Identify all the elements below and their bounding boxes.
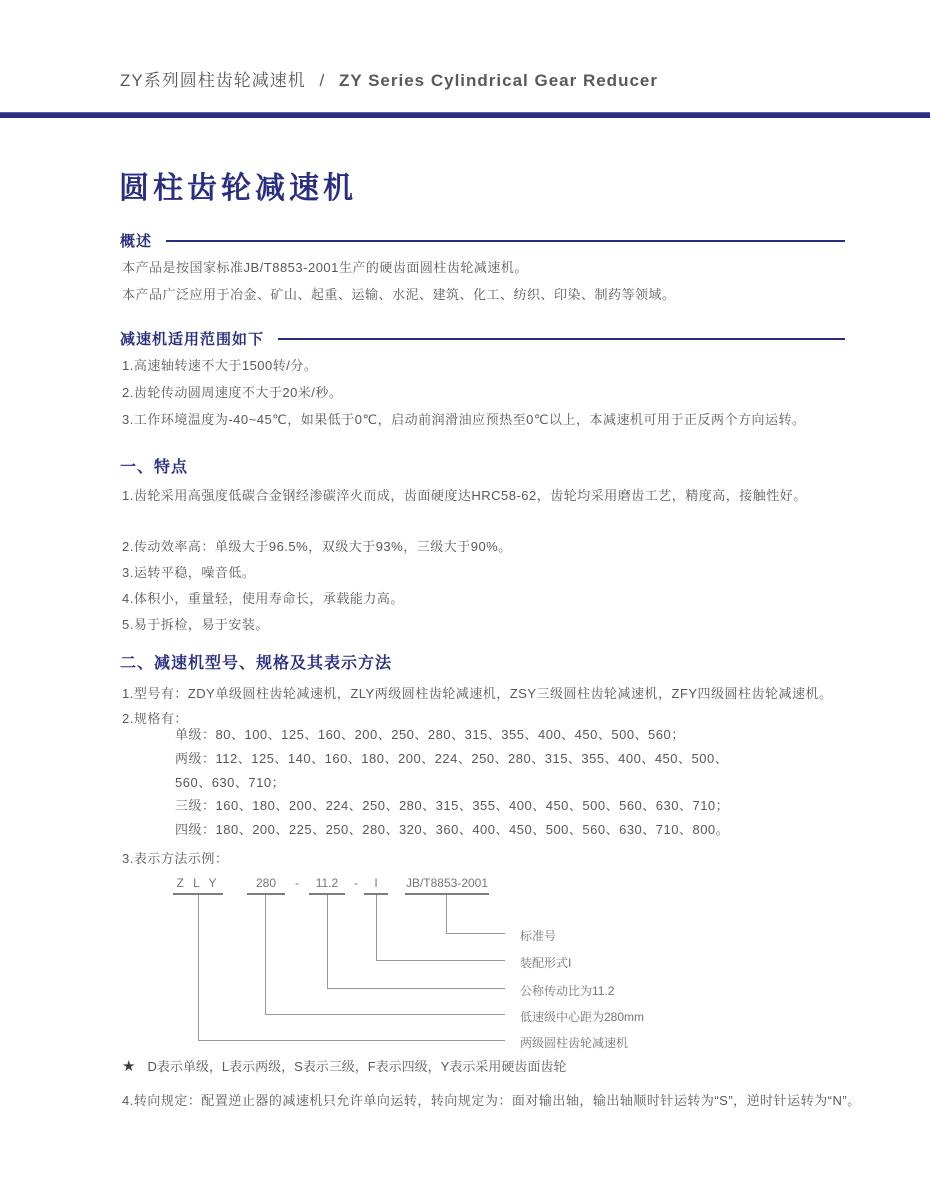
star-icon: ★ bbox=[122, 1057, 136, 1075]
star-footnote-text: D表示单级，L表示两级，S表示三级，F表示四级，Y表示采用硬齿面齿轮 bbox=[147, 1059, 567, 1074]
diagram-label-standard-number: 标准号 bbox=[520, 929, 557, 943]
spec-line-triple: 三级：160、180、200、224、250、280、315、355、400、450、500、560、630、710； bbox=[175, 798, 730, 813]
section-heading-overview bbox=[120, 230, 845, 251]
overview-line-1: 本产品是按国家标准JB/T8853-2001生产的硬齿面圆柱齿轮减速机。 bbox=[122, 260, 528, 275]
diagram-label-assembly-type: 装配形式I bbox=[520, 956, 572, 970]
diagram-code-standard: JB/T8853-2001 bbox=[405, 876, 489, 890]
scope-item-1: 1.高速轴转速不大于1500转/分。 bbox=[122, 358, 318, 373]
features-item-4: 4.体积小，重量轻，使用寿命长，承载能力高。 bbox=[122, 591, 404, 606]
scope-item-2: 2.齿轮传动圆周速度不大于20米/秒。 bbox=[122, 385, 343, 400]
scope-heading-rule bbox=[278, 338, 845, 340]
header-separator: / bbox=[319, 71, 326, 90]
page-header bbox=[120, 66, 658, 91]
spec-line-quad: 四级：180、200、225、250、280、320、360、400、450、500、560、630、710、800。 bbox=[175, 822, 730, 837]
models-line-1: 1.型号有：ZDY单级圆柱齿轮减速机，ZLY两级圆柱齿轮减速机，ZSY三级圆柱齿轮减速机，ZFY四级圆柱齿轮减速机。 bbox=[122, 686, 833, 701]
overview-heading-label: 概述 bbox=[120, 233, 153, 250]
diagram-hyphen-2: - bbox=[354, 876, 358, 890]
header-title-en: ZY Series Cylindrical Gear Reducer bbox=[338, 71, 658, 90]
header-divider-rule bbox=[0, 112, 930, 118]
spec-line-double: 两级：112、125、140、160、180、200、224、250、280、315、355、400、450、500、 bbox=[175, 751, 729, 766]
diagram-connector-type bbox=[198, 895, 505, 1041]
diagram-label-reducer-type: 两级圆柱齿轮减速机 bbox=[520, 1036, 629, 1050]
features-item-5: 5.易于拆检，易于安装。 bbox=[122, 617, 269, 632]
spec-line-single: 单级：80、100、125、160、200、250、280、315、355、400、450、500、560； bbox=[175, 727, 685, 742]
diagram-code-280: 280 bbox=[255, 876, 277, 890]
diagram-label-centre-distance: 低速级中心距为280mm bbox=[520, 1010, 645, 1024]
features-item-2: 2.传动效率高：单级大于96.5%，双级大于93%，三级大于90%。 bbox=[122, 539, 512, 554]
features-item-3: 3.运转平稳，噪音低。 bbox=[122, 565, 256, 580]
models-line-2: 2.规格有： bbox=[122, 711, 188, 726]
header-title-zh: ZY系列圆柱齿轮减速机 bbox=[120, 71, 306, 90]
section-heading-models: 二、减速机型号、规格及其表示方法 bbox=[120, 655, 393, 672]
diagram-hyphen-1: - bbox=[295, 876, 299, 890]
models-line-3: 3.表示方法示例： bbox=[122, 851, 229, 866]
diagram-code-assembly: I bbox=[374, 876, 378, 890]
diagram-label-nominal-ratio: 公称传动比为11.2 bbox=[520, 984, 615, 998]
features-item-1: 1.齿轮采用高强度低碳合金钢经渗碳淬火而成，齿面硬度达HRC58-62，齿轮均采用磨齿工艺，精度高，接触性好。 bbox=[122, 488, 807, 503]
diagram-code-zly: Z L Y bbox=[176, 876, 220, 890]
rotation-note: 4.转向规定：配置逆止器的减速机只允许单向运转，转向规定为：面对输出轴，输出轴顺时针运转为“S”，逆时针运转为“N”。 bbox=[122, 1093, 861, 1108]
section-heading-scope bbox=[120, 328, 845, 349]
scope-heading-label: 减速机适用范围如下 bbox=[120, 331, 265, 348]
scope-item-3: 3.工作环境温度为-40~45℃，如果低于0℃，启动前润滑油应预热至0℃以上，本减速机可用于正反两个方向运转。 bbox=[122, 412, 806, 427]
overview-heading-rule bbox=[166, 240, 845, 242]
spec-line-double-cont: 560、630、710； bbox=[175, 775, 286, 790]
diagram-code-ratio: 11.2 bbox=[315, 876, 339, 890]
star-footnote bbox=[122, 1056, 566, 1075]
section-heading-features: 一、特点 bbox=[120, 459, 189, 476]
page-title: 圆柱齿轮减速机 bbox=[119, 172, 357, 205]
overview-line-2: 本产品广泛应用于冶金、矿山、起重、运输、水泥、建筑、化工、纺织、印染、制药等领域。 bbox=[122, 287, 676, 302]
